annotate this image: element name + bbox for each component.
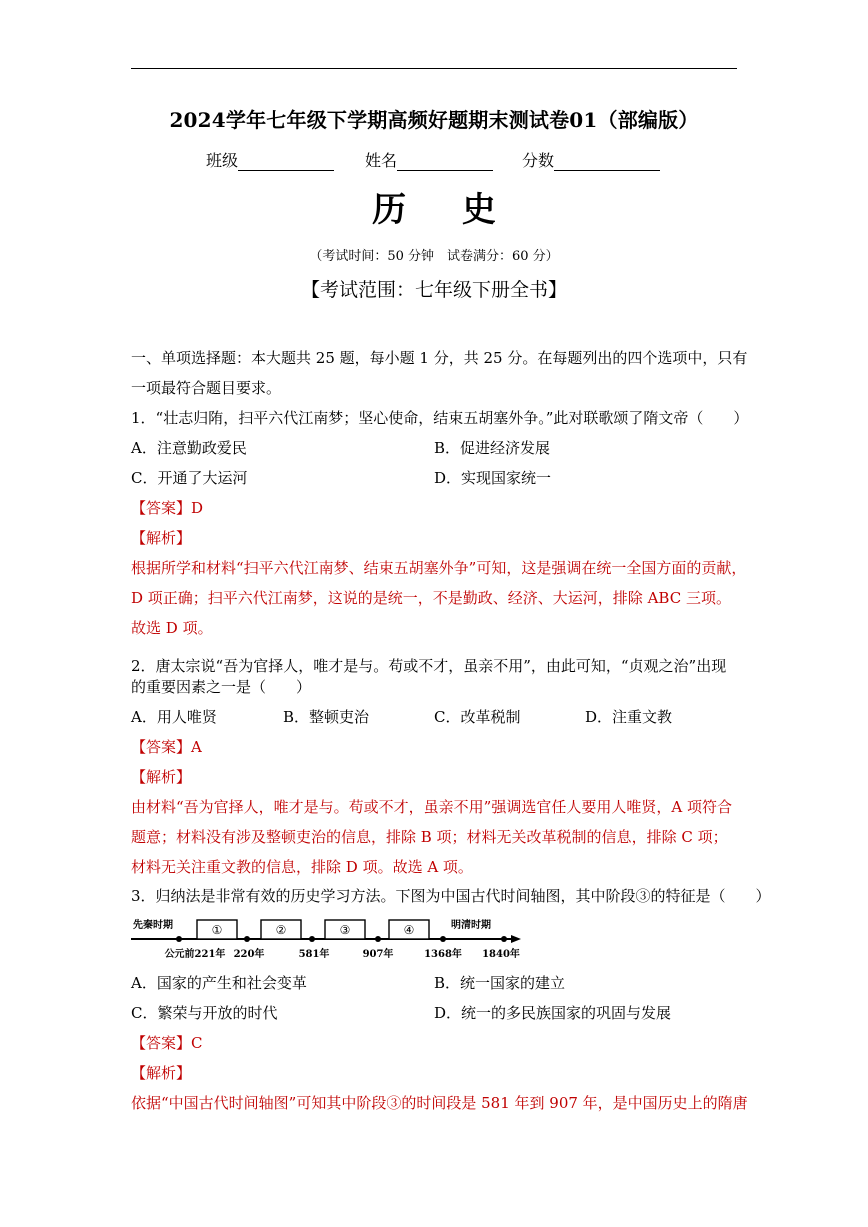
option-c: C．繁荣与开放的时代 [131,1004,278,1022]
question-stem: 3．归纳法是非常有效的历史学习方法。下图为中国古代时间轴图，其中阶段③的特征是（ ） [131,887,771,905]
option-c: C．改革税制 [434,708,521,726]
option-d: D．注重文教 [585,708,673,726]
score-label: 分数 [522,151,555,170]
option-a: A．注意勤政爱民 [131,439,247,457]
timeline-point [309,936,315,942]
option-a: A．国家的产生和社会变革 [131,974,307,992]
question-stem: 的重要因素之一是（ ） [131,678,312,696]
timeline-date: 1368年 [424,949,462,960]
analysis-text: 依据“中国古代时间轴图”可知其中阶段③的时间段是 581 年到 907 年，是中国历史上的隋唐 [131,1094,748,1112]
exam-time-info: （考试时间：50 分钟 试卷满分：60 分） [309,249,559,264]
analysis-text: D 项正确；扫平六代江南梦，这说的是统一，不是勤政、经济、大运河，排除 ABC 三项。 [131,589,731,607]
option-b: B．整顿吏治 [283,708,370,726]
analysis-text: 题意；材料没有涉及整顿吏治的信息，排除 B 项；材料无关改革税制的信息，排除 C 项； [131,828,728,846]
question-stem: 2．唐太宗说“吾为官择人，唯才是与。苟或不才，虽亲不用”，由此可知，“贞观之治”出现 [131,657,727,675]
answer-line [131,737,739,757]
question-stem: 1．“壮志归陏，扫平六代江南梦；坚心使命，结束五胡塞外争。”此对联歌颂了隋文帝（ ） [131,409,749,427]
analysis-text: 根据所学和材料“扫平六代江南梦、结束五胡塞外争”可知，这是强调在统一全国方面的贡献， [131,559,747,577]
timeline-date: 1840年 [482,949,520,960]
analysis-text: 由材料“吾为官择人，唯才是与。苟或不才，虽亲不用”强调选官任人要用人唯贤，A 项符合 [131,798,732,816]
exam-title: 2024学年七年级下学期高频好题期末测试卷01（部编版） [169,108,699,132]
class-field[interactable] [238,154,334,171]
answer-value: C [191,1034,203,1052]
timeline-date: 公元前221年 [164,949,226,960]
section-intro: 一、单项选择题：本大题共 25 题，每小题 1 分，共 25 分。在每题列出的四个选项中，只有 [131,349,748,367]
timeline-point [375,936,381,942]
header-rule [131,68,737,69]
score-field[interactable] [554,154,660,171]
subject-title: 历 史 [372,190,518,230]
timeline-stage-label: ④ [403,923,415,937]
timeline-point [440,936,446,942]
timeline-stage-label: ① [211,923,223,937]
exam-range: 【考试范围：七年级下册全书】 [300,279,567,301]
class-label: 班级 [206,151,239,170]
answer-value: D [191,499,204,517]
arrow-icon [511,935,521,943]
option-a: A．用人唯贤 [131,708,217,726]
timeline-date: 220年 [233,949,265,960]
section-intro: 一项最符合题目要求。 [131,379,282,397]
answer-label: 【答案】 [131,738,192,756]
timeline-point [501,936,507,942]
option-d: D．统一的多民族国家的巩固与发展 [434,1004,672,1022]
option-b: B．统一国家的建立 [434,974,566,992]
analysis-label: 【解析】 [131,768,192,786]
answer-line [131,1033,739,1053]
option-b: B．促进经济发展 [434,439,551,457]
name-field[interactable] [397,154,493,171]
analysis-label: 【解析】 [131,529,192,547]
option-d: D．实现国家统一 [434,469,552,487]
analysis-label: 【解析】 [131,1064,192,1082]
timeline-stage-label: ③ [339,923,351,937]
answer-line [131,498,739,518]
answer-value: A [191,738,202,756]
timeline-date: 581年 [298,949,330,960]
timeline-end-label: 明清时期 [451,920,491,931]
timeline-date: 907年 [362,949,394,960]
answer-label: 【答案】 [131,499,192,517]
timeline-stage-label: ② [275,923,287,937]
analysis-text: 故选 D 项。 [131,619,213,637]
name-label: 姓名 [365,151,398,170]
answer-label: 【答案】 [131,1034,192,1052]
timeline-point [176,936,182,942]
timeline-point [244,936,250,942]
analysis-text: 材料无关注重文教的信息，排除 D 项。故选 A 项。 [131,858,473,876]
option-c: C．开通了大运河 [131,469,248,487]
timeline-figure [131,912,531,962]
timeline-start-label: 先秦时期 [133,920,173,931]
